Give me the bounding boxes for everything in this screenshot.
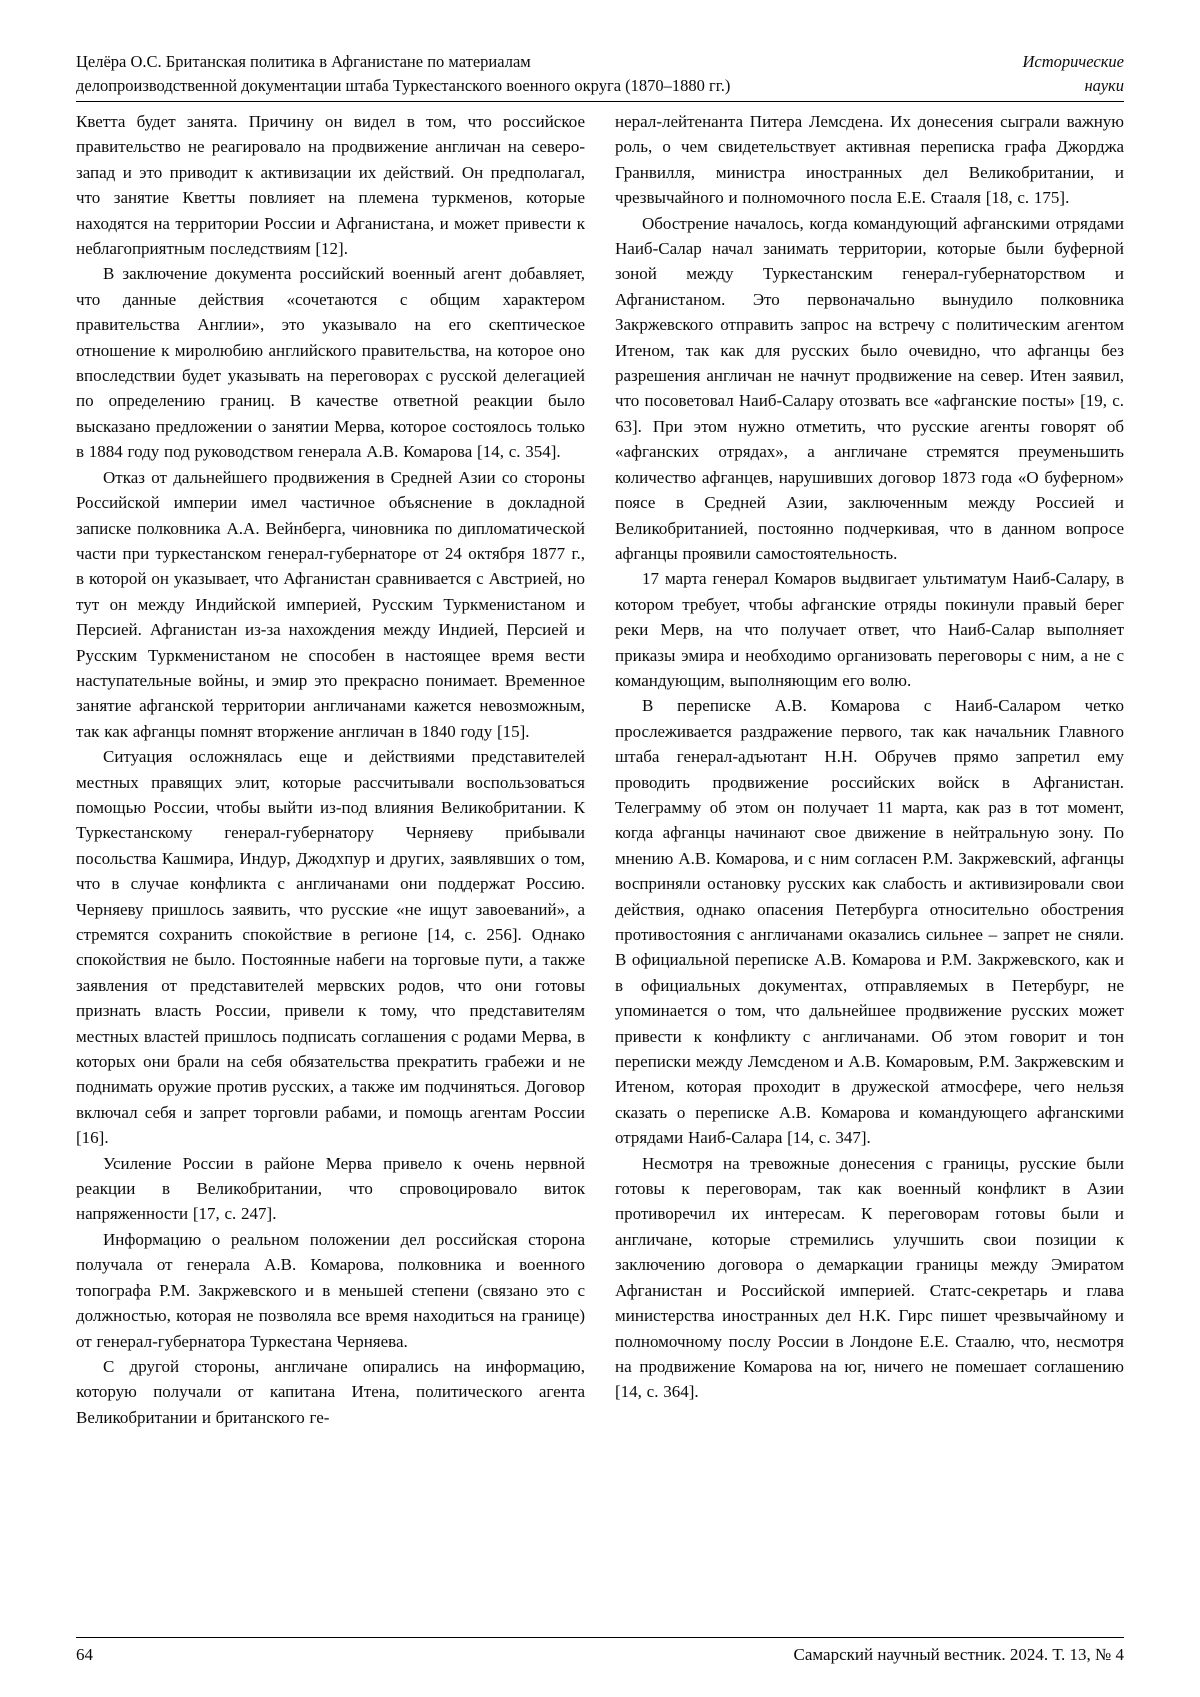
running-title-line2: делопроизводственной документации штаба Туркестанского военного округа (1870–1880 гг.)	[76, 76, 731, 95]
paragraph: В переписке А.В. Комарова с Наиб-Саларом четко прослеживается раздражение первого, так как начальник Главного штаба генерал-адъютант Н.Н. Обручев прямо запретил ему проводить продвижение российских войск в Афганистан. Телеграмму об этом он получает 11 марта, как раз в тот момент, когда афганцы начинают свое движение в нейтральную зону. По мнению А.В. Комарова, и с ним согласен Р.М. Закржевский, афганцы восприняли остановку русских как слабость и активизировали свои действия, однако опасения Петербурга относительно обострения противостояния с англичанами оказались сильнее – запрет не сняли. В официальной переписке А.В. Комарова и Р.М. Закржевского, как и в официальных документах, отправляемых в Петербург, не упоминается о том, что дальнейшее продвижение русских может привести к конфликту с англичанами. Об этом говорит и тон переписки между Лемсденом и А.В. Комаровым, Р.М. Закржевским и Итеном, которая проходит в дружеской атмосфере, чего нельзя сказать о переписке А.В. Комарова и командующего афганскими отрядами Наиб-Салара [14, с. 347].	[615, 696, 1124, 1148]
paragraph: Кветта будет занята. Причину он видел в том, что российское правительство не реагировало на продвижение англичан на северо-запад и это приводит к активизации их действий. Он предполагал, что занятие Кветты повлияет на племена туркменов, которые находятся на территории России и Афганистана, и может привести к неблагоприятным последствиям [12].	[76, 112, 585, 259]
left-column	[76, 109, 585, 1631]
running-title-line1: Целёра О.С. Британская политика в Афганистане по материалам	[76, 52, 531, 71]
section-label-line1: Исторические	[1022, 52, 1124, 71]
paragraph: Несмотря на тревожные донесения с границы, русские были готовы к переговорам, так как военный конфликт в Азии противоречил их интересам. К переговорам готовы были и англичане, которые стремились улучшить свои позиции к заключению договора о демаркации границы между Эмиратом Афганистан и Российской империей. Статс-секретарь и глава министерства иностранных дел Н.К. Гирс пишет чрезвычайному и полномочному послу России в Лондоне Е.Е. Стаалю, что, несмотря на продвижение Комарова на юг, ничего не помешает соглашению [14, с. 364].	[615, 1153, 1124, 1402]
page-header	[76, 50, 1124, 102]
paragraph: С другой стороны, англичане опирались на информацию, которую получали от капитана Итена, политического агента Великобритании и британского ге-	[76, 1356, 585, 1427]
page-footer	[76, 1637, 1124, 1667]
paragraph: Обострение началось, когда командующий афганскими отрядами Наиб-Салар начал занимать территории, которые были буферной зоной между Туркестанским генерал-губернаторством и Афганистаном. Это первоначально вынудило полковника Закржевского отправить запрос на встречу с политическим агентом Итеном, так как для русских было очевидно, что афганцы без разрешения англичан не начнут продвижение на север. Итен заявил, что посоветовал Наиб-Салару отозвать все «афганские посты» [19, с. 63]. При этом нужно отметить, что русские агенты говорят об «афганских отрядах», а англичане стремятся преуменьшить количество афганцев, нарушивших договор 1873 года «О буферном» поясе в Средней Азии, заключенным между Россией и Великобританией, постоянно подчеркивая, что в данном вопросе афганцы проявили самостоятельность.	[615, 213, 1124, 563]
paragraph: Информацию о реальном положении дел российская сторона получала от генерала А.В. Комарова, полковника и военного топографа Р.М. Закржевского и в меньшей степени (связано это с должностью, которая не позволяла все время находиться на границе) от генерал-губернатора Туркестана Черняева.	[76, 1229, 585, 1351]
section-label	[1023, 50, 1125, 98]
paragraph: 17 марта генерал Комаров выдвигает ультиматум Наиб-Салару, в котором требует, чтобы афганские отряды покинули правый берег реки Мерв, на что получает ответ, что Наиб-Салар выполняет приказы эмира и необходимо организовать переговоры с ним, а не с командующим, выполняющим его волю.	[615, 569, 1124, 690]
paragraph: нерал-лейтенанта Питера Лемсдена. Их донесения сыграли важную роль, о чем свидетельствует активная переписка графа Джорджа Гранвилля, министра иностранных дел Великобритании, и чрезвычайного и полномочного посла Е.Е. Стааля [18, с. 175].	[615, 112, 1124, 208]
page-number: 64	[76, 1645, 93, 1664]
running-title	[76, 50, 730, 98]
paragraph: Отказ от дальнейшего продвижения в Средней Азии со стороны Российской империи имел частичное объяснение в докладной записке полковника А.А. Вейнберга, чиновника по дипломатической части при туркестанском генерал-губернаторе от 24 октября 1877 г., в которой он указывает, что Афганистан сравнивается с Австрией, но тут он между Индийской империей, Русским Туркменистаном и Персией. Афганистан из-за нахождения между Индией, Персией и Русским Туркменистаном не способен в настоящее время вести наступательные войны, и эмир это прекрасно понимает. Временное занятие афганской территории англичанами кажется невозможным, так как афганцы помнят вторжение англичан в 1840 году [15].	[76, 467, 585, 741]
paragraph: Ситуация осложнялась еще и действиями представителей местных правящих элит, которые рассчитывали воспользоваться помощью России, чтобы выйти из-под влияния Великобритании. К Туркестанскому генерал-губернатору Черняеву прибывали посольства Кашмира, Индур, Джодхпур и других, заявлявших о том, что в случае конфликта с англичанами они поддержат Россию. Черняеву пришлось заявить, что русские «не ищут завоеваний», а стремятся сохранить спокойствие в регионе [14, с. 256]. Однако спокойствия не было. Постоянные набеги на торговые пути, а также заявления от представителей мервских родов, что они готовы признать власть России, привели к тому, что представителям местных властей пришлось подписать соглашения с родами Мерва, в которых они брали на себя обязательства прекратить грабежи и не поднимать оружие против русских, а также им подчиняться. Договор включал себя и запрет торговли рабами, и помощь агентам России [16].	[76, 747, 585, 1148]
section-label-line2: науки	[1084, 76, 1124, 95]
paragraph: В заключение документа российский военный агент добавляет, что данные действия «сочетаются с общим характером правительства Англии», это указывало на его скептическое отношение к миролюбию английского правительства, на которое оно впоследствии будет указывать на переговорах с русской делегацией по определению границ. В качестве ответной реакции было высказано предложении о занятии Мерва, которое состоялось только в 1884 году под руководством генерала А.В. Комарова [14, с. 354].	[76, 264, 585, 462]
journal-info: Самарский научный вестник. 2024. Т. 13, № 4	[793, 1645, 1124, 1664]
right-column	[615, 109, 1124, 1631]
article-body	[76, 102, 1124, 1631]
paragraph: Усиление России в районе Мерва привело к очень нервной реакции в Великобритании, что спровоцировало виток напряженности [17, с. 247].	[76, 1153, 585, 1224]
